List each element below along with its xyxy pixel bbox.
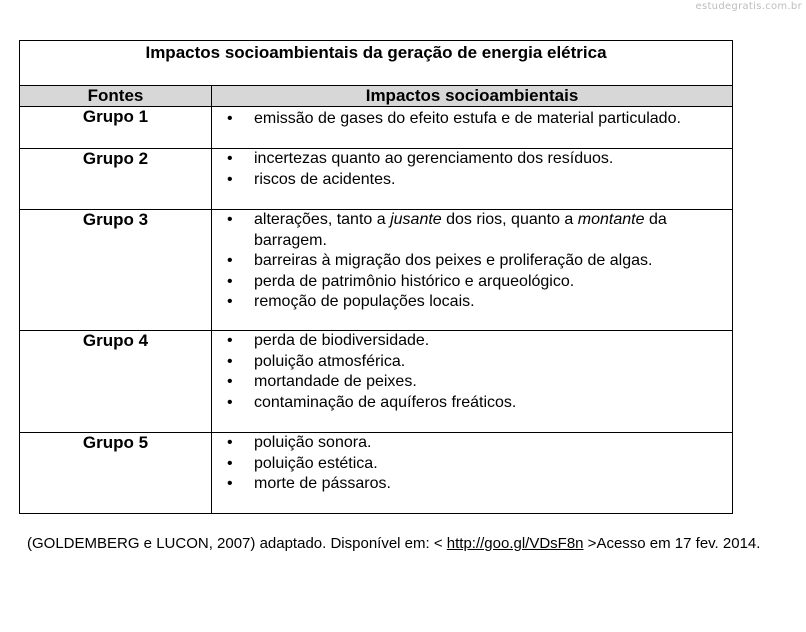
group-label: Grupo 3	[20, 210, 212, 331]
reference-prefix: (GOLDEMBERG e LUCON, 2007) adaptado. Disponível em: <	[27, 535, 447, 552]
table-row	[20, 149, 733, 210]
list-item	[254, 292, 732, 313]
text-segment: barreiras à migração dos peixes e proliferação de algas.	[254, 252, 653, 269]
reference-suffix: >Acesso em 17 fev. 2014.	[583, 535, 761, 552]
text-segment: remoção de populações locais.	[254, 293, 475, 310]
text-segment: poluição atmosférica.	[254, 352, 406, 370]
text-segment: poluição sonora.	[254, 434, 372, 451]
watermark: estudegratis.com.br	[695, 1, 802, 12]
table-row	[20, 433, 733, 514]
text-segment: perda de biodiversidade.	[254, 332, 430, 349]
text-segment: dos rios, quanto a	[441, 211, 578, 228]
text-segment: mortandade de peixes.	[254, 373, 417, 390]
header-fontes: Fontes	[20, 86, 212, 107]
list-item	[254, 454, 732, 475]
impact-list	[212, 433, 732, 495]
text-segment: da barragem.	[254, 211, 667, 249]
table-title-cell	[20, 41, 733, 86]
italic-term: jusante	[390, 211, 442, 228]
impacts-cell	[212, 107, 733, 149]
impacts-cell	[212, 433, 733, 514]
text-segment: contaminação de aquíferos freáticos.	[254, 393, 517, 411]
table-row	[20, 107, 733, 149]
table-title: Impactos socioambientais da geração de energia elétrica	[145, 43, 607, 62]
group-label: Grupo 4	[20, 331, 212, 433]
text-segment: riscos de acidentes.	[254, 170, 396, 188]
list-item	[254, 331, 732, 352]
group-label: Grupo 2	[20, 149, 212, 210]
table-row	[20, 331, 733, 433]
table-row	[20, 210, 733, 331]
text-segment: emissão de gases do efeito estufa e de material particulado.	[254, 110, 681, 127]
list-item	[254, 433, 732, 454]
list-item	[254, 393, 732, 414]
list-item	[254, 210, 732, 251]
impact-list	[212, 107, 732, 130]
header-impactos: Impactos socioambientais	[212, 86, 733, 107]
group-label: Grupo 5	[20, 433, 212, 514]
list-item	[254, 251, 732, 272]
list-item	[254, 474, 732, 495]
list-item	[254, 109, 732, 130]
reference-note	[27, 535, 767, 552]
impact-list	[212, 331, 732, 413]
list-item	[254, 149, 732, 170]
list-item	[254, 272, 732, 293]
text-segment: incertezas quanto ao gerenciamento dos resíduos.	[254, 150, 614, 167]
list-item	[254, 352, 732, 373]
text-segment: poluição estética.	[254, 454, 378, 472]
impacts-cell	[212, 331, 733, 433]
list-item	[254, 170, 732, 191]
impacts-table	[19, 40, 733, 514]
text-segment: morte de pássaros.	[254, 475, 391, 492]
impacts-cell	[212, 149, 733, 210]
group-label: Grupo 1	[20, 107, 212, 149]
text-segment: perda de patrimônio histórico e arqueológico.	[254, 272, 575, 290]
text-segment: alterações, tanto a	[254, 211, 391, 228]
impact-list	[212, 149, 732, 190]
list-item	[254, 372, 732, 393]
impacts-cell	[212, 210, 733, 331]
italic-term: montante	[577, 211, 645, 228]
impact-list	[212, 210, 732, 313]
reference-link[interactable]: http://goo.gl/VDsF8n	[446, 535, 584, 552]
